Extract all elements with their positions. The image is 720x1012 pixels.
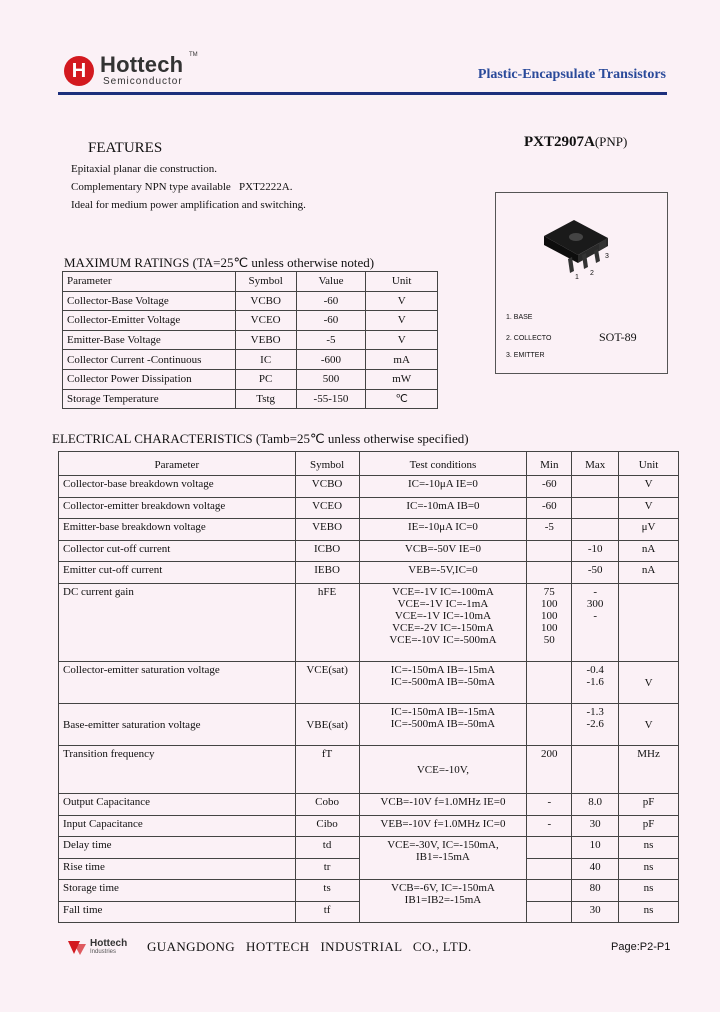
value-cell: -5	[296, 330, 366, 350]
sot89-package-icon	[496, 193, 667, 373]
max-cell	[572, 745, 619, 793]
condition-cell: IC=-10mA IB=0	[359, 497, 527, 519]
unit-cell: ns	[619, 858, 679, 880]
param-cell: Storage time	[59, 880, 296, 902]
header-cell: Min	[527, 452, 572, 476]
pin-label: 1. BASE	[506, 314, 533, 321]
symbol-cell: VBE(sat)	[295, 703, 359, 745]
condition-cell: VEB=-10V f=1.0MHz IC=0	[359, 815, 527, 837]
footer-logo-icon	[66, 938, 88, 956]
value-cell: 500	[296, 369, 366, 389]
condition-cell: VCB=-10V f=1.0MHz IE=0	[359, 793, 527, 815]
unit-cell: V	[366, 311, 438, 331]
param-cell: Input Capacitance	[59, 815, 296, 837]
header-cell: Parameter	[59, 452, 296, 476]
unit-cell: V	[366, 330, 438, 350]
min-cell	[527, 837, 572, 859]
header-cell: Test conditions	[359, 452, 527, 476]
min-cell	[527, 562, 572, 584]
unit-cell: V	[619, 703, 679, 745]
table-row	[63, 389, 438, 409]
feature-item: Epitaxial planar die construction.	[71, 163, 218, 175]
min-cell	[527, 540, 572, 562]
symbol-cell: VCEO	[235, 311, 296, 331]
condition-cell: IC=-10μA IE=0	[359, 476, 527, 498]
max-cell: -1.3 -2.6	[572, 703, 619, 745]
header-divider	[58, 92, 667, 95]
feature-item: Complementary NPN type available PXT2222A.	[71, 181, 293, 193]
symbol-cell: tr	[295, 858, 359, 880]
symbol-cell: td	[295, 837, 359, 859]
table-row	[59, 519, 679, 541]
symbol-cell: VCBO	[295, 476, 359, 498]
symbol-cell: Cibo	[295, 815, 359, 837]
table-row	[59, 476, 679, 498]
min-cell: -60	[527, 476, 572, 498]
table-header-row	[63, 272, 438, 292]
value-cell: -60	[296, 291, 366, 311]
pin-number: 3	[605, 253, 609, 260]
max-cell: -10	[572, 540, 619, 562]
table-row	[63, 330, 438, 350]
param-cell: Base-emitter saturation voltage	[59, 703, 296, 745]
table-row	[63, 369, 438, 389]
table-row	[59, 562, 679, 584]
package-diagram	[495, 192, 668, 374]
table-row	[59, 497, 679, 519]
min-cell	[527, 703, 572, 745]
table-row	[59, 703, 679, 745]
electrical-table	[58, 451, 679, 923]
symbol-cell: ts	[295, 880, 359, 902]
symbol-cell: Tstg	[235, 389, 296, 409]
param-cell: Fall time	[59, 901, 296, 923]
param-cell: DC current gain	[59, 583, 296, 661]
param-cell: Collector Current -Continuous	[63, 350, 236, 370]
min-cell: -	[527, 815, 572, 837]
table-row	[59, 583, 679, 661]
page-number: Page:P2-P1	[611, 941, 671, 953]
max-cell	[572, 476, 619, 498]
min-cell: -5	[527, 519, 572, 541]
param-cell: Rise time	[59, 858, 296, 880]
symbol-cell: hFE	[295, 583, 359, 661]
max-cell: 10	[572, 837, 619, 859]
param-cell: Output Capacitance	[59, 793, 296, 815]
part-number	[524, 134, 627, 151]
min-cell	[527, 858, 572, 880]
table-row	[59, 880, 679, 902]
param-cell: Collector cut-off current	[59, 540, 296, 562]
feature-item: Ideal for medium power amplification and switching.	[71, 199, 306, 211]
param-cell: Collector-emitter breakdown voltage	[59, 497, 296, 519]
part-name: PXT2907A	[524, 134, 595, 150]
condition-cell: IC=-150mA IB=-15mA IC=-500mA IB=-50mA	[359, 661, 527, 703]
max-cell: -0.4 -1.6	[572, 661, 619, 703]
header-cell: Symbol	[235, 272, 296, 292]
param-cell: Emitter-Base Voltage	[63, 330, 236, 350]
min-cell	[527, 901, 572, 923]
table-header-row	[59, 452, 679, 476]
table-row	[59, 837, 679, 859]
max-cell: 30	[572, 815, 619, 837]
logo-mark: H	[71, 60, 87, 82]
package-name: SOT-89	[599, 330, 637, 344]
table-row	[63, 350, 438, 370]
part-type: (PNP)	[594, 134, 628, 149]
table-row	[59, 793, 679, 815]
symbol-cell: VCE(sat)	[295, 661, 359, 703]
unit-cell: mA	[366, 350, 438, 370]
max-cell: - 300 -	[572, 583, 619, 661]
unit-cell: MHz	[619, 745, 679, 793]
symbol-cell: IC	[235, 350, 296, 370]
unit-cell: nA	[619, 540, 679, 562]
trademark: TM	[189, 52, 198, 58]
unit-cell: ℃	[366, 389, 438, 409]
max-cell	[572, 519, 619, 541]
symbol-cell: VCEO	[295, 497, 359, 519]
condition-cell: VEB=-5V,IC=0	[359, 562, 527, 584]
min-cell: 200	[527, 745, 572, 793]
header-cell: Unit	[619, 452, 679, 476]
table-row	[59, 661, 679, 703]
param-cell: Collector-emitter saturation voltage	[59, 661, 296, 703]
symbol-cell: tf	[295, 901, 359, 923]
min-cell: -	[527, 793, 572, 815]
pin-number: 2	[590, 270, 594, 277]
table-row	[63, 291, 438, 311]
condition-cell: IC=-150mA IB=-15mA IC=-500mA IB=-50mA	[359, 703, 527, 745]
unit-cell: nA	[619, 562, 679, 584]
unit-cell: pF	[619, 815, 679, 837]
electrical-title: ELECTRICAL CHARACTERISTICS (Tamb=25℃ unless otherwise specified)	[52, 431, 469, 446]
max-cell: -50	[572, 562, 619, 584]
param-cell: Emitter-base breakdown voltage	[59, 519, 296, 541]
unit-cell: ns	[619, 880, 679, 902]
company-logo	[62, 52, 202, 88]
unit-cell	[619, 583, 679, 661]
param-cell: Collector Power Dissipation	[63, 369, 236, 389]
symbol-cell: VCBO	[235, 291, 296, 311]
symbol-cell: VEBO	[295, 519, 359, 541]
condition-cell: IE=-10μA IC=0	[359, 519, 527, 541]
value-cell: -600	[296, 350, 366, 370]
max-cell: 80	[572, 880, 619, 902]
max-cell: 8.0	[572, 793, 619, 815]
condition-cell: VCE=-30V, IC=-150mA, IB1=-15mA	[359, 837, 527, 880]
header-cell: Parameter	[63, 272, 236, 292]
unit-cell: V	[619, 497, 679, 519]
header-title: Plastic-Encapsulate Transistors	[477, 67, 666, 82]
param-cell: Collector-base breakdown voltage	[59, 476, 296, 498]
min-cell	[527, 880, 572, 902]
pin-label: 3. EMITTER	[506, 352, 545, 359]
table-row	[59, 745, 679, 793]
symbol-cell: VEBO	[235, 330, 296, 350]
unit-cell: V	[619, 661, 679, 703]
min-cell	[527, 661, 572, 703]
symbol-cell: ICBO	[295, 540, 359, 562]
condition-cell: VCB=-6V, IC=-150mA IB1=IB2=-15mA	[359, 880, 527, 923]
unit-cell: V	[366, 291, 438, 311]
table-row	[59, 815, 679, 837]
max-cell: 40	[572, 858, 619, 880]
table-row	[63, 311, 438, 331]
unit-cell: pF	[619, 793, 679, 815]
condition-cell: VCE=-10V,	[359, 745, 527, 793]
condition-cell: VCE=-1V IC=-100mA VCE=-1V IC=-1mA VCE=-1V IC=-10mA VCE=-2V IC=-150mA VCE=-10V IC=-500mA	[359, 583, 527, 661]
header-cell: Unit	[366, 272, 438, 292]
min-cell: 75 100 100 100 50	[527, 583, 572, 661]
symbol-cell: Cobo	[295, 793, 359, 815]
unit-cell: ns	[619, 901, 679, 923]
symbol-cell: IEBO	[295, 562, 359, 584]
param-cell: Emitter cut-off current	[59, 562, 296, 584]
header-cell: Max	[572, 452, 619, 476]
unit-cell: V	[619, 476, 679, 498]
header-cell: Value	[296, 272, 366, 292]
param-cell: Transition frequency	[59, 745, 296, 793]
max-cell	[572, 497, 619, 519]
symbol-cell: PC	[235, 369, 296, 389]
param-cell: Collector-Base Voltage	[63, 291, 236, 311]
value-cell: -60	[296, 311, 366, 331]
brand-subtitle: Semiconductor	[103, 76, 183, 87]
param-cell: Collector-Emitter Voltage	[63, 311, 236, 331]
max-ratings-title: MAXIMUM RATINGS (TA=25℃ unless otherwise noted)	[64, 255, 375, 270]
value-cell: -55-150	[296, 389, 366, 409]
param-cell: Delay time	[59, 837, 296, 859]
symbol-cell: fT	[295, 745, 359, 793]
footer-company: GUANGDONG HOTTECH INDUSTRIAL CO., LTD.	[147, 939, 472, 954]
brand-name: Hottech	[100, 52, 184, 77]
max-ratings-table	[62, 271, 438, 409]
condition-cell: VCB=-50V IE=0	[359, 540, 527, 562]
min-cell: -60	[527, 497, 572, 519]
unit-cell: μV	[619, 519, 679, 541]
param-cell: Storage Temperature	[63, 389, 236, 409]
footer-logo-text: Hottech	[90, 938, 128, 949]
unit-cell: mW	[366, 369, 438, 389]
max-cell: 30	[572, 901, 619, 923]
pin-number: 1	[575, 274, 579, 281]
footer-logo-sub: Industries	[90, 949, 117, 955]
features-title: FEATURES	[88, 140, 163, 156]
unit-cell: ns	[619, 837, 679, 859]
header-cell: Symbol	[295, 452, 359, 476]
table-row	[59, 540, 679, 562]
pin-label: 2. COLLECTO	[506, 335, 552, 342]
